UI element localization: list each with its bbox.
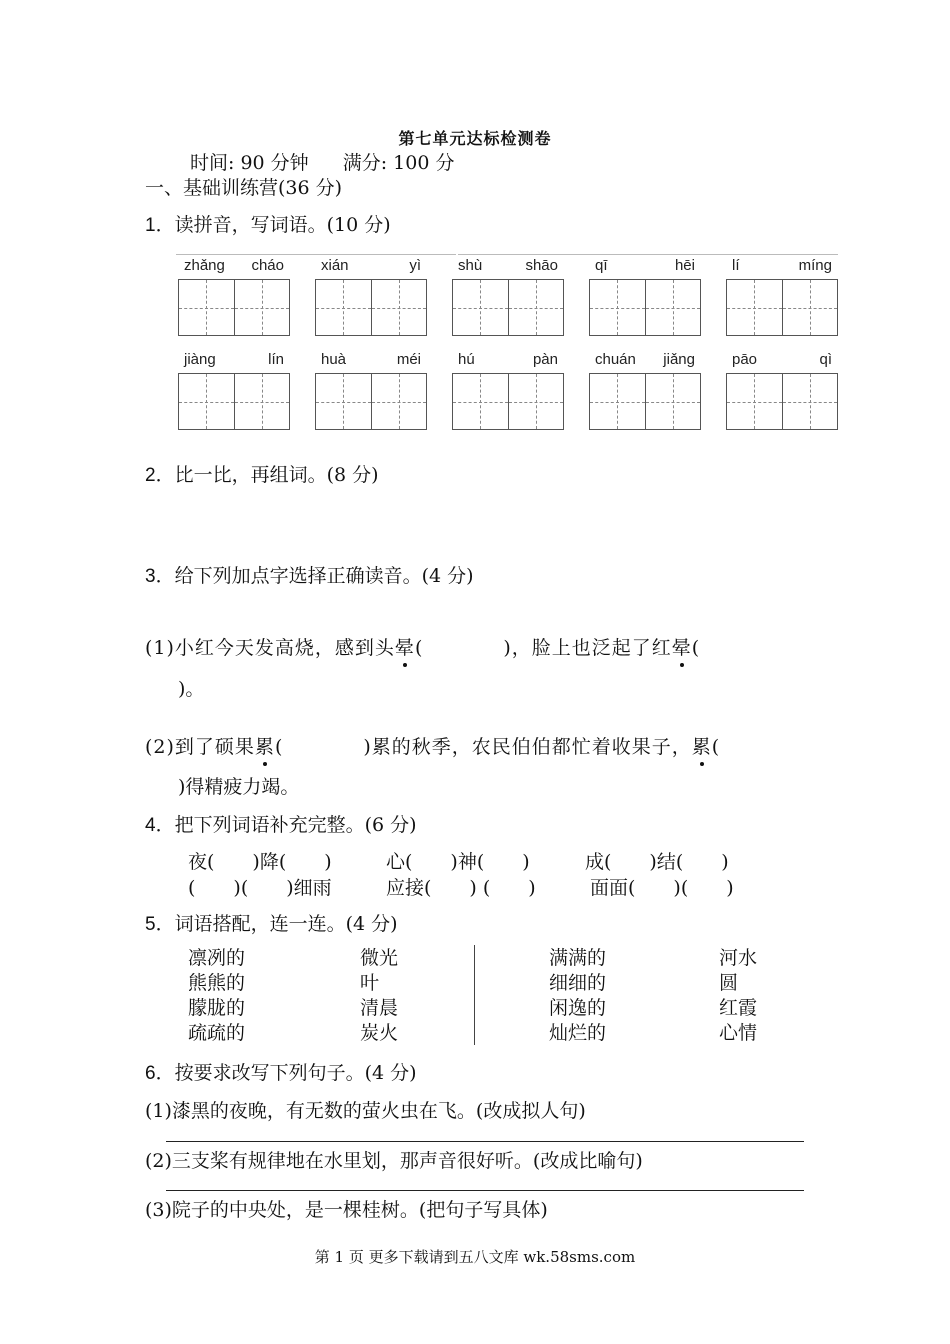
question-number: 3． [145,566,175,587]
pinyin-label: shāo [525,257,558,274]
writing-cell[interactable] [590,374,645,429]
q6-sentence-1: (1)漆黑的夜晚，有无数的萤火虫在飞。(改成拟人句) [145,1100,586,1122]
q6-sentence-2: (2)三支桨有规律地在水里划，那声音很好听。(改成比喻句) [145,1150,643,1172]
page-title: 第七单元达标检测卷 [398,129,552,148]
exam-meta [190,148,482,175]
exam-time: 时间: 90 分钟 [190,152,309,174]
pinyin-label: qī [595,257,608,274]
question-text: 把下列词语补充完整。(6 分) [174,814,417,836]
writing-cell[interactable] [453,374,508,429]
question-text: 按要求改写下列句子。(4 分) [174,1062,417,1084]
question-5 [145,909,398,936]
idiom-item[interactable]: 应接( ) ( ) [386,877,536,899]
question-text: 给下列加点字选择正确读音。(4 分) [174,565,474,587]
idiom-item[interactable]: 心( )神( ) [386,851,530,873]
q6-sentence-3: (3)院子的中央处，是一棵桂树。(把句子写具体) [145,1199,548,1221]
match-word[interactable]: 圆 [719,972,739,994]
dotted-char: 晕 [395,633,415,660]
writing-grid [589,279,701,336]
match-column-d [719,946,757,1046]
match-word[interactable]: 细细的 [549,972,607,994]
match-word[interactable]: 朦胧的 [188,997,246,1019]
writing-cell[interactable] [645,280,701,335]
match-column-a [188,946,245,1046]
pinyin-label: shù [458,257,483,274]
writing-grid [726,373,838,430]
writing-cell[interactable] [371,374,427,429]
match-word[interactable]: 炭火 [360,1022,399,1044]
pinyin-label: méi [396,351,421,368]
question-text: 比一比，再组词。(8 分) [174,464,379,486]
match-word[interactable]: 清晨 [360,997,399,1019]
match-word[interactable]: 闲逸的 [549,997,607,1019]
writing-cell[interactable] [371,280,427,335]
idiom-item[interactable]: 夜( )降( ) [188,851,332,873]
dotted-char: 累 [255,732,275,759]
writing-cell[interactable] [782,280,838,335]
writing-grid [315,373,427,430]
question-2 [145,460,379,487]
pinyin-label: zhǎng [184,257,225,274]
match-word[interactable]: 心情 [719,1022,758,1044]
answer-line[interactable] [166,1141,804,1142]
writing-cell[interactable] [179,374,234,429]
question-3 [145,561,474,588]
writing-cell[interactable] [782,374,838,429]
pinyin-label: jiǎng [663,351,695,368]
question-number: 2． [145,465,175,486]
pinyin-label: qì [819,351,832,368]
answer-blank[interactable]: ( )，脸上也泛起了红 [414,637,672,659]
question-6 [145,1058,417,1085]
writing-cell[interactable] [727,280,782,335]
writing-cell[interactable] [590,280,645,335]
writing-grid [315,279,427,336]
divider [176,254,456,255]
idiom-item[interactable]: ( )( )细雨 [188,877,332,899]
writing-cell[interactable] [508,374,564,429]
writing-cell[interactable] [316,374,371,429]
match-word[interactable]: 叶 [360,972,380,994]
idiom-item[interactable]: 成( )结( ) [585,851,729,873]
match-word[interactable]: 凛冽的 [188,947,246,969]
writing-grid [589,373,701,430]
q3-sentence-1 [145,633,700,660]
pinyin-label: cháo [251,257,284,274]
dotted-char: 累 [692,732,712,759]
sentence-text: (2)到了硕果 [145,736,255,758]
writing-cell[interactable] [645,374,701,429]
writing-cell[interactable] [234,280,290,335]
question-number: 1． [145,215,175,236]
match-word[interactable]: 河水 [719,947,758,969]
question-number: 6． [145,1063,175,1084]
pinyin-label: xián [321,257,349,274]
match-word[interactable]: 微光 [360,947,399,969]
pinyin-label: lí [732,257,740,274]
page-footer: 第 1 页 更多下载请到五八文库 wk.58sms.com [314,1248,636,1266]
pinyin-label: míng [798,257,832,274]
match-column-c [549,946,606,1046]
pinyin-label: yì [409,257,421,274]
writing-cell[interactable] [508,280,564,335]
pinyin-label: hú [458,351,475,368]
exam-score: 满分: 100 分 [342,152,455,174]
writing-cell[interactable] [316,280,371,335]
pinyin-label: pàn [532,351,558,368]
section-heading: 一、基础训练营(36 分) [145,177,343,199]
question-number: 4． [145,815,175,836]
q3-sentence-2 [145,732,720,759]
writing-grid [452,373,564,430]
q3-sentence-1-cont: )。 [178,678,205,700]
divider [458,254,838,255]
sentence-text: (1)小红今天发高烧，感到头 [145,637,395,659]
writing-cell[interactable] [453,280,508,335]
writing-grid [726,279,838,336]
pinyin-label: jiàng [184,351,216,368]
question-1 [145,210,391,237]
column-divider [474,945,475,1045]
question-number: 5． [145,914,175,935]
dotted-char: 晕 [672,633,692,660]
question-text: 词语搭配，连一连。(4 分) [174,913,398,935]
idiom-item[interactable]: 面面( )( ) [590,877,734,899]
match-word[interactable]: 疏疏的 [188,1022,246,1044]
writing-cell[interactable] [727,374,782,429]
q3-sentence-2-cont: )得精疲力竭。 [178,776,300,798]
pinyin-label: chuán [595,351,636,368]
answer-blank[interactable]: ( [711,736,721,758]
pinyin-label: lín [268,351,284,368]
answer-blank[interactable]: ( )累的秋季，农民伯伯都忙着收果子， [274,736,692,758]
pinyin-label: pāo [732,351,758,368]
match-word[interactable]: 红霞 [719,997,758,1019]
answer-line[interactable] [166,1190,804,1191]
match-column-b [360,946,398,1046]
question-text: 读拼音，写词语。(10 分) [174,214,391,236]
answer-blank[interactable]: ( [691,637,701,659]
writing-cell[interactable] [234,374,290,429]
match-word[interactable]: 熊熊的 [188,972,246,994]
writing-grid [452,279,564,336]
match-word[interactable]: 满满的 [549,947,607,969]
match-word[interactable]: 灿烂的 [549,1022,607,1044]
question-4 [145,810,417,837]
writing-grid [178,373,290,430]
writing-grid [178,279,290,336]
pinyin-label: hēi [674,257,695,274]
pinyin-label: huà [321,351,347,368]
writing-cell[interactable] [179,280,234,335]
